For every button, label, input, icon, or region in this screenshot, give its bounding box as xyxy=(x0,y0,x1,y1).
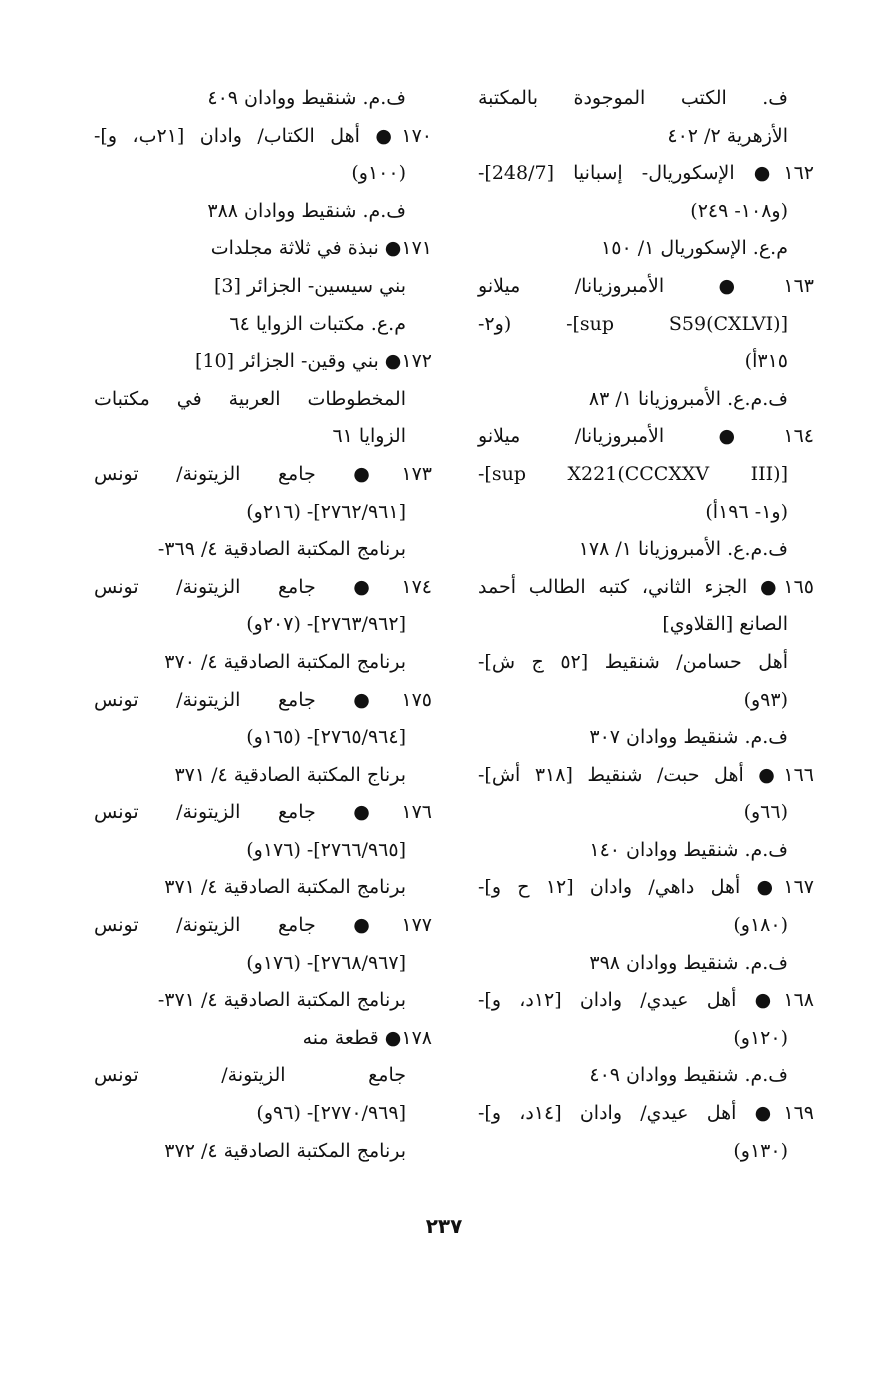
left-column-line: برناج المكتبة الصادقية ٤/ ٣٧١ xyxy=(174,763,406,786)
right-column-line: ف.م. شنقيط ووادان ٣٠٧ xyxy=(589,726,788,749)
right-column-line: [sup X221(CCCXXV III)]- xyxy=(478,462,788,485)
left-column-line: ف.م. شنقيط ووادان ٣٨٨ xyxy=(207,199,406,222)
left-column-line: برنامج المكتبة الصادقية ٤/ ٣٦٩- xyxy=(157,538,406,561)
right-column-line: الصانع [القلاوي] xyxy=(662,613,788,636)
right-column-line: (٩٣و) xyxy=(743,688,788,711)
right-column-line: ف.م. شنقيط ووادان ٣٩٨ xyxy=(589,951,788,974)
left-column xyxy=(94,80,432,1170)
right-column-line: (١٨٠و) xyxy=(733,914,788,937)
right-column-line: ١٦٢● الإسكوريال- إسبانيا [248/7]- xyxy=(478,162,814,185)
right-column-line: (٦٦و) xyxy=(743,801,788,824)
right-column-line: ١٦٨● أهل عيدي/ وادان [١٢د، و]- xyxy=(478,989,814,1012)
left-column-line: الزوايا ٦١ xyxy=(332,425,406,448)
left-column-line: ف.م. شنقيط ووادان ٤٠٩ xyxy=(207,87,406,109)
right-column-line: ١٦٣● الأمبروزيانا/ ميلانو xyxy=(478,274,814,297)
left-column-line: جامع الزيتونة/ تونس xyxy=(94,1064,406,1087)
left-column-line: برنامج المكتبة الصادقية ٤/ ٣٧٠ xyxy=(164,650,406,673)
left-column-line: ١٧٠● أهل الكتاب/ وادان [٢١ب، و]- xyxy=(94,124,432,147)
right-column-line: [sup S59(CXLVI)]- (و٢- xyxy=(478,312,788,335)
right-column-line: ف.م.ع. الأمبروزيانا ١/ ١٧٨ xyxy=(578,538,788,561)
right-column-line: ف.م.ع. الأمبروزيانا ١/ ٨٣ xyxy=(588,387,788,410)
left-column-line: (١٠٠و) xyxy=(351,162,406,185)
left-column-line: ١٧٢● بني وقين- الجزائر [10] xyxy=(195,350,432,373)
left-column-line: [٢٧٦٣/٩٦٢]- (٢٠٧و) xyxy=(246,613,406,636)
right-column-line: ١٦٧● أهل داهي/ وادان [١٢ ح و]- xyxy=(478,876,814,899)
right-column-line: ف.م. شنقيط ووادان ٤٠٩ xyxy=(589,1064,788,1087)
right-column-line: الأزهرية ٢/ ٤٠٢ xyxy=(667,124,788,147)
left-column-line: بني سيسين- الجزائر [3] xyxy=(214,274,406,297)
right-column xyxy=(478,80,814,1170)
left-column-line: [٢٧٦٨/٩٦٧]- (١٧٦و) xyxy=(246,951,406,974)
left-column-line: م.ع. مكتبات الزوايا ٦٤ xyxy=(229,312,406,335)
left-column-line: ١٧١● نبذة في ثلاثة مجلدات xyxy=(210,237,432,260)
right-column-line: ١٦٤● الأمبروزيانا/ ميلانو xyxy=(478,425,814,448)
left-column-line: برنامج المكتبة الصادقية ٤/ ٣٧١- xyxy=(157,989,406,1012)
left-column-line: [٢٧٦٢/٩٦١]- (٢١٦و) xyxy=(246,500,406,523)
left-column-line: ١٧٨● قطعة منه xyxy=(302,1026,432,1049)
right-column-line: (و١- ١٩٦أ) xyxy=(705,500,788,523)
right-column-line: ١٦٩● أهل عيدي/ وادان [١٤د، و]- xyxy=(478,1102,814,1125)
left-column-line: [٢٧٧٠/٩٦٩]- (٩٦و) xyxy=(256,1102,406,1125)
left-column-line: ١٧٧● جامع الزيتونة/ تونس xyxy=(94,914,432,937)
right-column-line: (١٣٠و) xyxy=(733,1139,788,1162)
right-column-line: أهل حسامن/ شنقيط [٥٢ ج ش]- xyxy=(478,650,788,673)
right-column-line: ١٦٥● الجزء الثاني، كتبه الطالب أحمد xyxy=(478,575,814,598)
right-column-line: ف. الكتب الموجودة بالمكتبة xyxy=(478,87,788,109)
left-column-line: برنامج المكتبة الصادقية ٤/ ٣٧٢ xyxy=(164,1139,406,1162)
left-column-line: [٢٧٦٦/٩٦٥]- (١٧٦و) xyxy=(246,838,406,861)
left-column-line: ١٧٣● جامع الزيتونة/ تونس xyxy=(94,462,432,485)
left-column-line: ١٧٦● جامع الزيتونة/ تونس xyxy=(94,801,432,824)
right-column-line: ٣١٥أ) xyxy=(744,350,788,373)
left-column-line: برنامج المكتبة الصادقية ٤/ ٣٧١ xyxy=(164,876,406,899)
left-column-line: المخطوطات العربية في مكتبات xyxy=(94,387,406,410)
left-column-line: ١٧٥● جامع الزيتونة/ تونس xyxy=(94,688,432,711)
left-column-line: ١٧٤● جامع الزيتونة/ تونس xyxy=(94,575,432,598)
right-column-line: ف.م. شنقيط ووادان ١٤٠ xyxy=(589,838,788,861)
right-column-line: م.ع. الإسكوريال ١/ ١٥٠ xyxy=(601,237,788,260)
right-column-line: (١٢٠و) xyxy=(733,1026,788,1049)
right-column-line: (و١٠٨- ٢٤٩) xyxy=(690,199,788,222)
right-column-line: ١٦٦● أهل حبت/ شنقيط [٣١٨ أش]- xyxy=(478,763,814,786)
page-number: ٢٣٧ xyxy=(425,1214,463,1238)
left-column-line: [٢٧٦٥/٩٦٤]- (١٦٥و) xyxy=(246,726,406,749)
